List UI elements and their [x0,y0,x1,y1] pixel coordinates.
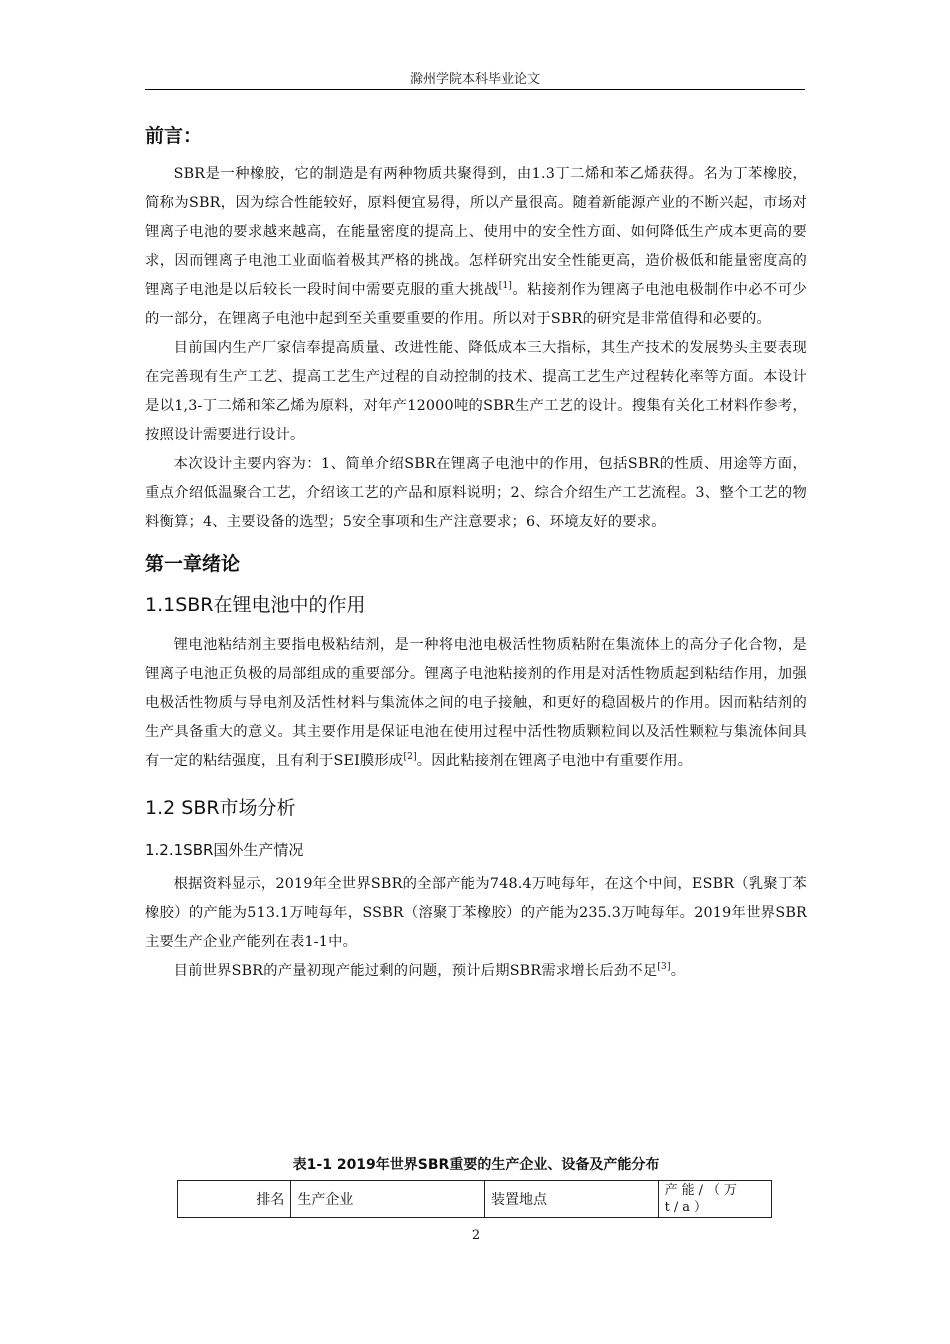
header-divider [145,89,805,90]
paragraph-text: 。粘接剂作为锂离子电池电极制作中必不可少的一部分，在锂离子电池中起到至关重要重要的作用。所以对于SBR的研究是非常值得和必要的。 [145,282,807,327]
citation-ref: [3] [657,962,671,972]
table-header-cell: 生产企业 [291,1181,485,1218]
citation-ref: [2] [403,752,417,762]
subsection-paragraph-1: 根据资料显示，2019年全世界SBR的全部产能为748.4万吨每年，在这个中间，ESBR（乳聚丁苯橡胶）的产能为513.1万吨每年，SSBR（溶聚丁苯橡胶）的产能为235.3万吨每年。2019年世界SBR主要生产企业产能列在表1-1中。 [145,876,807,950]
paragraph-text: 锂电池粘结剂主要指电极粘结剂，是一种将电池电极活性物质粘附在集流体上的高分子化合物，是锂离子电池正负极的局部组成的重要部分。锂离子电池粘接剂的作用是对活性物质起到粘结作用，加强电极活性物质与导电剂及活性材料与集流体之间的电子接触，和更好的稳固极片的作用。因而粘结剂的生产具备重大的意义。其主要作用是保证电池在使用过程中活性物质颗粒间以及活性颗粒与集流体间具有一定的粘结强度，且有利于SEI膜形成 [145,637,807,769]
table-header-cell: 排名 [178,1181,291,1218]
subsection-heading-1-2-1: 1.2.1SBR国外生产情况 [145,841,304,859]
preface-paragraph-2: 目前国内生产厂家信奉提高质量、改进性能、降低成本三大指标，其生产技术的发展势头主要表现在完善现有生产工艺、提高工艺生产过程的自动控制的技术、提高工艺生产过程转化率等方面。本设计是以1,3-丁二烯和笨乙烯为原料，对年产12000吨的SBR生产工艺的设计。搜集有关化工材料作参考，按照设计需要进行设计。 [145,340,807,443]
section-heading-1-1: 1.1SBR在锂电池中的作用 [145,594,366,616]
section-1-1-paragraph [145,631,807,776]
capacity-table [177,1180,772,1218]
preface-paragraph-1 [145,160,807,334]
paragraph-text: 目前世界SBR的产量初现产能过剩的问题，预计后期SBR需求增长后劲不足 [173,963,658,979]
citation-ref: [1] [498,281,513,291]
table-header-cell: 装置地点 [485,1181,659,1218]
chapter-heading: 第一章绪论 [145,553,241,575]
preface-paragraph-3: 本次设计主要内容为：1、简单介绍SBR在锂离子电池中的作用，包括SBR的性质、用途等方面，重点介绍低温聚合工艺，介绍该工艺的产品和原料说明；2、综合介绍生产工艺流程。3、整个工艺的物料衡算；4、主要设备的选型；5安全事项和生产注意要求；6、环境友好的要求。 [145,456,807,530]
paragraph-text: 。因此粘接剂在锂离子电池中有重要作用。 [416,753,693,769]
subsection-paragraph-2 [145,957,807,986]
table-header-cell: 产能/（万t/a） [658,1181,771,1218]
paragraph-text: SBR是一种橡胶，它的制造是有两种物质共聚得到，由1.3丁二烯和苯乙烯获得。名为丁苯橡胶，简称为SBR，因为综合性能较好，原料便宜易得，所以产量很高。随着新能源产业的不断兴起，市场对锂离子电池的要求越来越高，在能量密度的提高上、使用中的安全性方面、如何降低生产成本更高的要求，因而锂离子电池工业面临着极其严格的挑战。怎样研究出安全性能更高，造价极低和能量密度高的锂离子电池是以后较长一段时间中需要克服的重大挑战 [145,166,807,298]
page-header-title: 滁州学院本科毕业论文 [409,72,540,87]
paragraph-text: 。 [670,963,686,979]
table-header-row [178,1181,772,1218]
table-caption: 表1-1 2019年世界SBR重要的生产企业、设备及产能分布 [292,1157,660,1173]
preface-heading: 前言： [145,125,203,147]
page-number: 2 [471,1228,481,1243]
section-heading-1-2: 1.2 SBR市场分析 [145,797,296,819]
document-body [145,112,807,986]
